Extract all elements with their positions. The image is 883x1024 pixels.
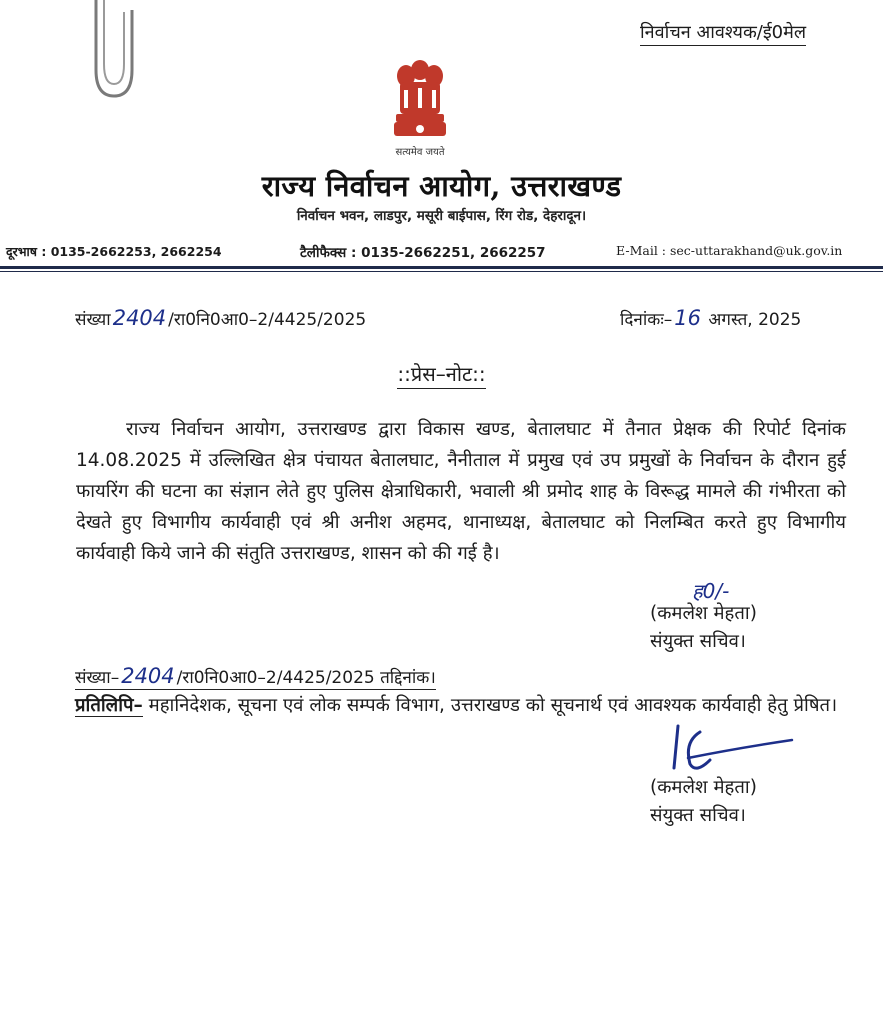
signatory-designation: संयुक्त सचिव।	[650, 805, 746, 826]
reference-suffix: /रा0नि0आ0–2/4425/2025	[168, 310, 367, 330]
copy-reference-number	[75, 664, 436, 690]
copy-reference-suffix: /रा0नि0आ0–2/4425/2025 तद्दिनांक।	[176, 668, 436, 688]
fax-numbers: टैलीफैक्स : 0135-2662251, 2662257	[300, 245, 546, 261]
signatory-name: (कमलेश मेहता)	[650, 603, 757, 624]
press-note-body: राज्य निर्वाचन आयोग, उत्तराखण्ड द्वारा विकास खण्ड, बेतालघाट में तैनात प्रेक्षक की रिपोर्ट दिनांक 14.08.2025 में उल्लिखित क्षेत्र पंचायत बेतालघाट, नैनीताल में प्रमुख एवं उप प्रमुखों के निर्वाचन के दौरान हुई फायरिंग की घटना का संज्ञान लेते हुए पुलिस क्षेत्राधिकारी, भवाली श्री प्रमोद शाह के विरूद्ध मामले की गंभीरता को देखते हुए विभागीय कार्यवाही एवं श्री अनीश अहमद, थानाध्यक्ष, बेतालघाट को निलम्बित करते हुए विभागीय कार्यवाही किये जाने की संतुति उत्तराखण्ड, शासन को की गई है।	[76, 419, 846, 564]
reference-date	[620, 306, 801, 330]
organization-name: राज्य निर्वाचन आयोग, उत्तराखण्ड	[261, 169, 622, 203]
date-prefix: दिनांकः–	[620, 310, 673, 330]
header-divider	[0, 266, 883, 269]
signatory-block-1	[650, 600, 757, 656]
phone-numbers: दूरभाष : 0135-2662253, 2662254	[6, 244, 222, 259]
date-suffix: अगस्त, 2025	[708, 310, 802, 330]
handwritten-number: 2404	[112, 306, 167, 330]
handwritten-day: 16	[674, 306, 701, 330]
heading-text: ::प्रेस–नोट::	[397, 362, 485, 389]
handwritten-copy-number: 2404	[121, 664, 175, 688]
email-address: E-Mail : sec-uttarakhand@uk.gov.in	[616, 243, 843, 258]
reference-number	[75, 306, 366, 330]
organization-address: निर्वाचन भवन, लाडपुर, मसूरी बाईपास, रिंग रोड, देहरादून।	[296, 208, 587, 224]
handwritten-signature-icon	[648, 720, 798, 780]
copy-to-text: महानिदेशक, सूचना एवं लोक सम्पर्क विभाग, उत्तराखण्ड को सूचनार्थ एवं आवश्यक कार्यवाही हेतु प्रेषित।	[148, 695, 838, 716]
signatory-block-2	[650, 774, 757, 830]
press-note-heading	[0, 360, 883, 387]
reference-prefix: संख्या	[75, 310, 111, 330]
header-divider-thin	[0, 271, 883, 272]
paper-clip-icon	[84, 0, 144, 100]
signatory-designation: संयुक्त सचिव।	[650, 631, 746, 652]
copy-to-paragraph	[75, 690, 845, 721]
ashoka-emblem-icon	[384, 56, 456, 146]
copy-to-label: प्रतिलिपि–	[75, 695, 143, 716]
copy-reference-prefix: संख्या–	[75, 668, 120, 688]
signed-initials: ह0/-	[692, 579, 730, 603]
emblem-motto: सत्यमेव जयते	[395, 147, 445, 158]
priority-note: निर्वाचन आवश्यक/ई0मेल	[640, 20, 806, 46]
signatory-name: (कमलेश मेहता)	[650, 777, 757, 798]
